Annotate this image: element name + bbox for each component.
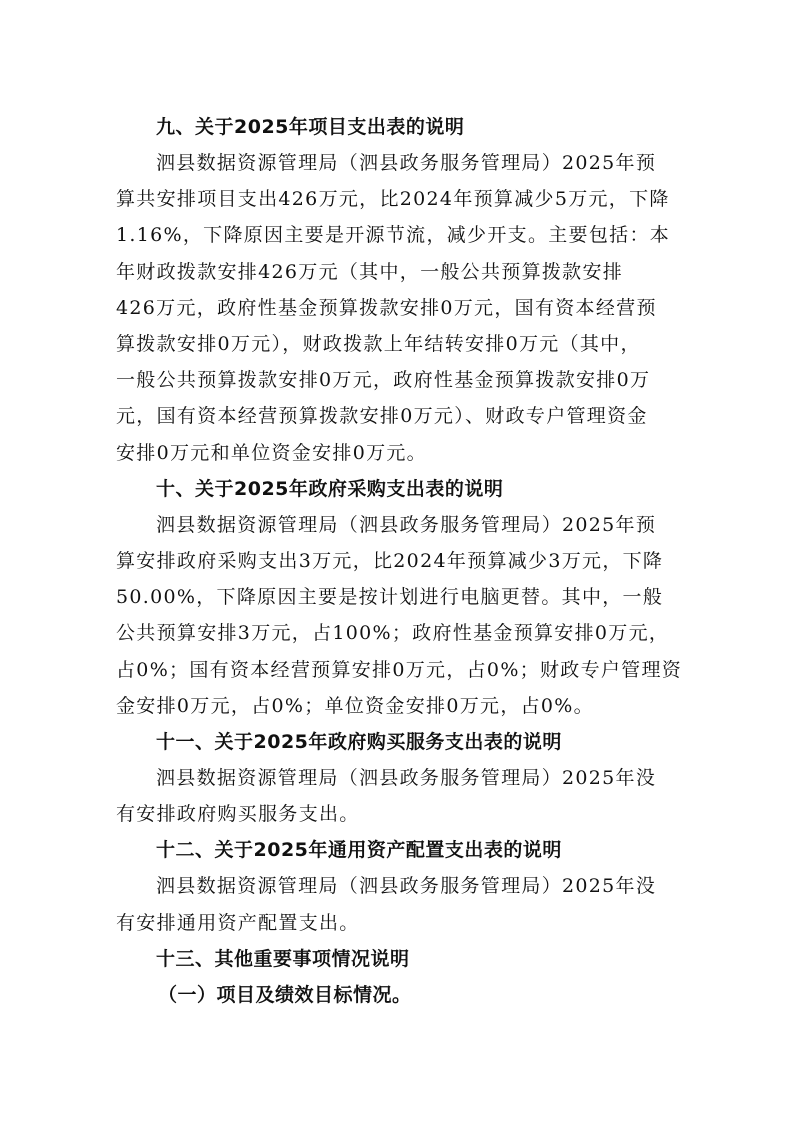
paragraph-line: 算安排政府采购支出3万元，比2024年预算减少3万元，下降 [116,550,664,573]
paragraph-line: 算拨款安排0万元），财政拨款上年结转安排0万元（其中， [116,333,641,356]
paragraph-line: 泗县数据资源管理局（泗县政务服务管理局）2025年没 [156,875,657,898]
section-11-heading: 十一、关于2025年政府购买服务支出表的说明 [156,731,562,754]
section-10-heading: 十、关于2025年政府采购支出表的说明 [156,477,504,500]
paragraph-line: 公共预算安排3万元，占100%；政府性基金预算安排0万元， [116,622,670,645]
paragraph-line: 泗县数据资源管理局（泗县政务服务管理局）2025年没 [156,767,657,790]
section-9-heading: 九、关于2025年项目支出表的说明 [156,116,465,138]
paragraph-line: 一般公共预算拨款安排0万元，政府性基金预算拨款安排0万 [116,369,651,392]
paragraph-line: 年财政拨款安排426万元（其中，一般公共预算拨款安排 [116,260,624,283]
paragraph-line: 50.00%，下降原因主要是按计划进行电脑更替。其中，一般 [116,586,664,609]
paragraph-line: 有安排政府购买服务支出。 [116,803,360,826]
paragraph-line: 安排0万元和单位资金安排0万元。 [116,441,427,464]
section-12-paragraph [116,868,682,940]
section-12-heading: 十二、关于2025年通用资产配置支出表的说明 [156,839,562,862]
subsection-1-heading: （一）项目及绩效目标情况。 [158,983,412,1006]
paragraph-line: 有安排通用资产配置支出。 [116,911,360,934]
paragraph-line: 元，国有资本经营预算拨款安排0万元）、财政专户管理资金 [116,405,648,428]
section-11-paragraph [116,760,682,832]
section-13-heading: 十三、其他重要事项情况说明 [156,947,410,970]
paragraph-line: 426万元，政府性基金预算拨款安排0万元，国有资本经营预 [116,296,657,319]
paragraph-line: 算共安排项目支出426万元，比2024年预算减少5万元，下降 [116,188,670,211]
paragraph-line: 占0%；国有资本经营预算安排0万元，占0%；财政专户管理资 [116,658,683,681]
paragraph-line: 泗县数据资源管理局（泗县政务服务管理局）2025年预 [156,152,657,174]
section-9-paragraph [116,145,682,471]
paragraph-line: 泗县数据资源管理局（泗县政务服务管理局）2025年预 [156,513,657,536]
document-body [116,109,682,1013]
paragraph-line: 1.16%，下降原因主要是开源节流，减少开支。主要包括：本 [116,224,671,247]
section-10-paragraph [116,507,682,724]
paragraph-line: 金安排0万元，占0%；单位资金安排0万元，占0%。 [116,694,594,717]
